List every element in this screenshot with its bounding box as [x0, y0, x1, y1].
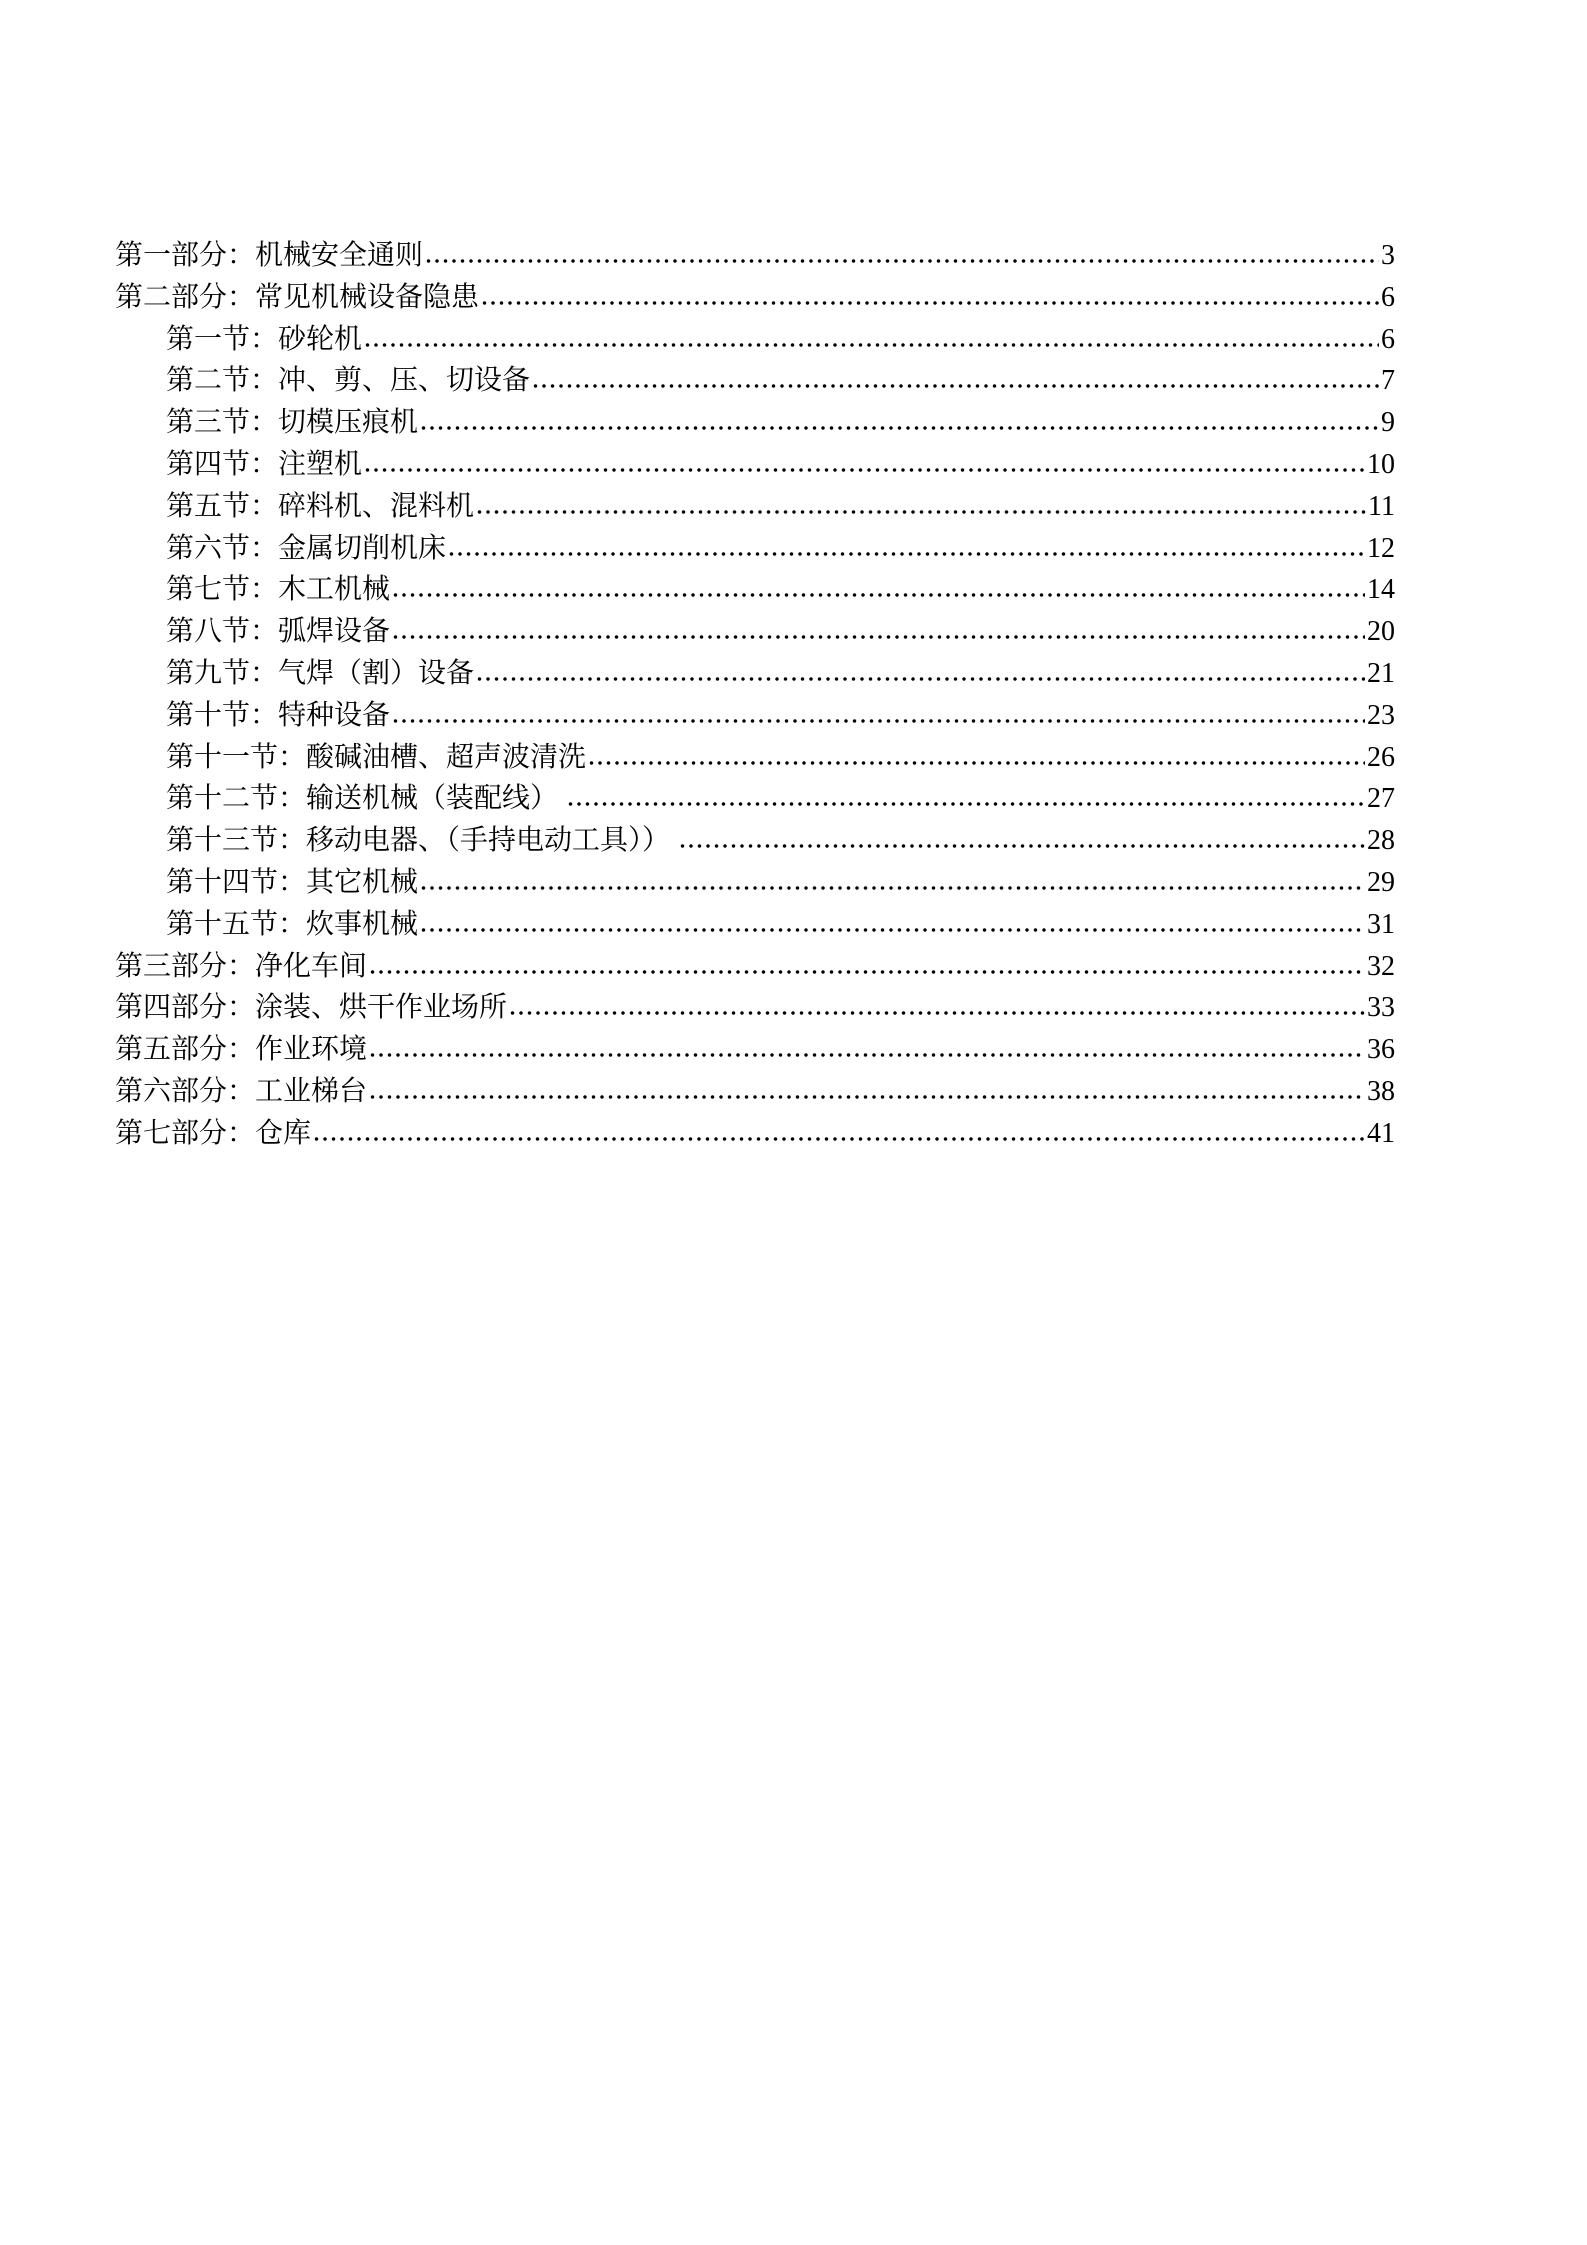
dot-leader [393, 592, 1365, 598]
dot-leader [477, 509, 1366, 515]
toc-entry-page-number: 9 [1381, 407, 1395, 439]
toc-entry[interactable] [115, 778, 1395, 820]
toc-entry-label: 第五部分：作业环境 [115, 1034, 368, 1066]
toc-entry-page-number: 26 [1367, 741, 1395, 773]
toc-entry-page-number: 32 [1367, 950, 1395, 982]
toc-entry-page-number: 6 [1381, 323, 1395, 355]
toc-entry-page-number: 38 [1367, 1075, 1395, 1107]
toc-entry-page-number: 10 [1367, 448, 1395, 480]
toc-entry-label: 第十四节：其它机械 [166, 866, 419, 898]
toc-entry-page-number: 6 [1381, 281, 1395, 313]
toc-entry[interactable] [115, 277, 1395, 319]
toc-entry-label: 第三部分：净化车间 [115, 950, 368, 982]
toc-entry-page-number: 3 [1381, 240, 1395, 271]
toc-entry-page-number: 33 [1367, 992, 1395, 1024]
dot-leader [370, 1094, 1365, 1100]
toc-entry[interactable] [115, 611, 1395, 653]
toc-entry[interactable] [115, 904, 1395, 946]
toc-entry[interactable] [115, 987, 1395, 1029]
toc-entry-label: 第十一节：酸碱油槽、超声波清洗 [166, 741, 587, 773]
toc-entry-label: 第一节：砂轮机 [166, 323, 363, 355]
dot-leader [568, 801, 1365, 807]
toc-entry[interactable] [115, 569, 1395, 611]
toc-entry-page-number: 7 [1381, 365, 1395, 397]
toc-entry-page-number: 21 [1367, 657, 1395, 689]
toc-entry-page-number: 23 [1367, 699, 1395, 731]
dot-leader [426, 258, 1379, 264]
toc-entry-page-number: 28 [1367, 825, 1395, 857]
dot-leader [421, 927, 1365, 933]
toc-entry-label: 第二部分：常见机械设备隐患 [115, 281, 480, 313]
dot-leader [370, 969, 1365, 975]
toc-entry[interactable] [115, 444, 1395, 486]
toc-entry-page-number: 31 [1367, 908, 1395, 940]
dot-leader [314, 1136, 1365, 1142]
dot-leader [482, 300, 1379, 306]
toc-entry[interactable] [115, 653, 1395, 695]
toc-entry-label: 第七节：木工机械 [166, 574, 391, 606]
toc-entry-label: 第四部分：涂装、烘干作业场所 [115, 992, 508, 1024]
toc-entry-page-number: 27 [1367, 783, 1395, 815]
toc-entry[interactable] [115, 486, 1395, 528]
toc-entry-label: 第十节：特种设备 [166, 699, 391, 731]
toc-entry-label: 第二节：冲、剪、压、切设备 [166, 365, 531, 397]
dot-leader [533, 383, 1379, 389]
dot-leader [421, 885, 1365, 891]
toc-entry-label: 第五节：碎料机、混料机 [166, 490, 475, 522]
dot-leader [477, 676, 1365, 682]
toc-entry[interactable] [115, 946, 1395, 988]
dot-leader [370, 1052, 1365, 1058]
toc-entry[interactable] [115, 528, 1395, 570]
toc-entry[interactable] [115, 235, 1395, 277]
toc-entry-page-number: 29 [1367, 866, 1395, 898]
toc-entry-label: 第十三节：移动电器、（手持电动工具）） [166, 825, 678, 857]
toc-entry-label: 第六部分：工业梯台 [115, 1075, 368, 1107]
toc-entry[interactable] [115, 1071, 1395, 1113]
toc-entry[interactable] [115, 402, 1395, 444]
toc-entry-page-number: 36 [1367, 1034, 1395, 1066]
toc-entry-label: 第九节：气焊（割）设备 [166, 657, 475, 689]
toc-entry-page-number: 12 [1367, 532, 1395, 564]
dot-leader [393, 718, 1365, 724]
toc-entry[interactable] [115, 820, 1395, 862]
toc-entry-label: 第八节：弧焊设备 [166, 616, 391, 648]
toc-entry-label: 第四节：注塑机 [166, 448, 363, 480]
dot-leader [449, 551, 1365, 557]
toc-entry-page-number: 20 [1367, 616, 1395, 648]
toc-entry[interactable] [115, 319, 1395, 361]
toc-entry[interactable] [115, 1029, 1395, 1071]
toc-entry[interactable] [115, 360, 1395, 402]
toc-entry-label: 第十二节：输送机械（装配线） [166, 783, 566, 815]
toc-entry-label: 第十五节：炊事机械 [166, 908, 419, 940]
dot-leader [421, 425, 1379, 431]
dot-leader [365, 467, 1365, 473]
toc-entry-label: 第三节：切模压痕机 [166, 407, 419, 439]
dot-leader [589, 760, 1365, 766]
toc-entry[interactable] [115, 695, 1395, 737]
table-of-contents [115, 235, 1395, 1155]
dot-leader [510, 1010, 1365, 1016]
toc-entry-page-number: 41 [1367, 1117, 1395, 1149]
toc-entry-page-number: 14 [1367, 574, 1395, 606]
dot-leader [393, 634, 1365, 640]
toc-entry[interactable] [115, 862, 1395, 904]
toc-entry-label: 第六节：金属切削机床 [166, 532, 447, 564]
dot-leader [680, 843, 1365, 849]
toc-entry[interactable] [115, 1113, 1395, 1155]
toc-entry-page-number: 11 [1368, 490, 1395, 522]
toc-entry-label: 第七部分：仓库 [115, 1117, 312, 1149]
toc-entry[interactable] [115, 737, 1395, 779]
dot-leader [365, 342, 1379, 348]
toc-entry-label: 第一部分：机械安全通则 [115, 240, 424, 271]
